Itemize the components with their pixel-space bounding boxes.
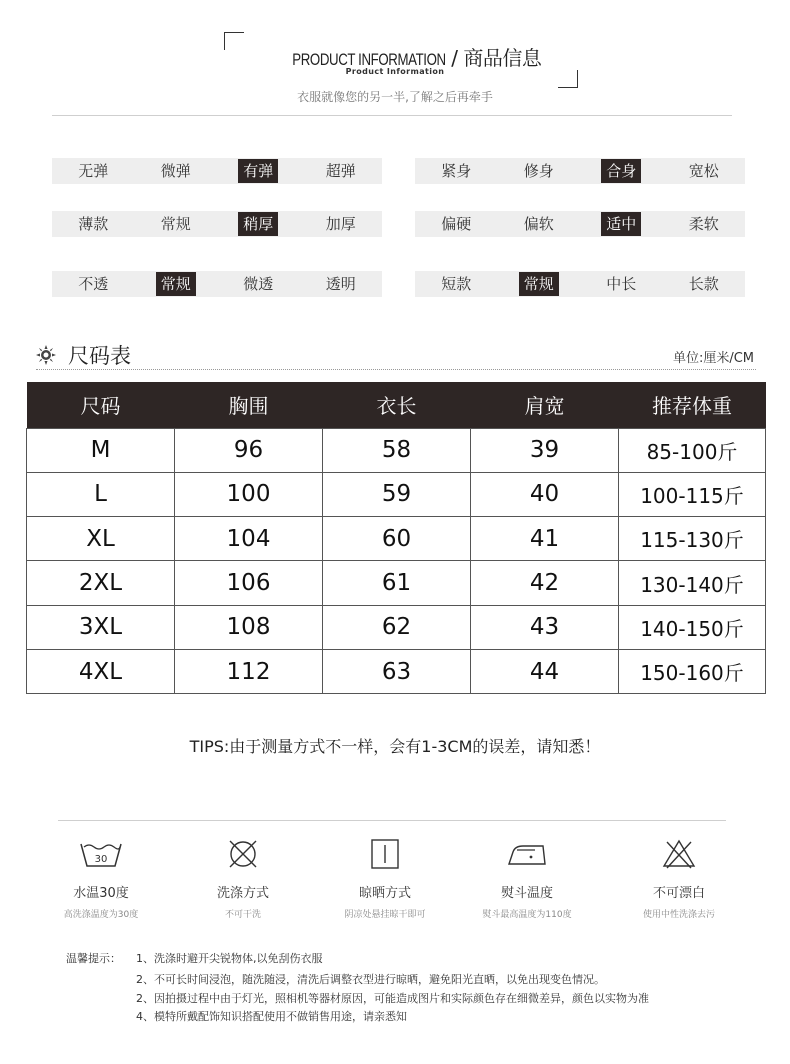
table-cell: 41 (471, 517, 619, 561)
attr-option-selected: 常规 (519, 272, 559, 296)
care-label-wash-temp: 水温30度 (73, 886, 129, 901)
table-row (27, 517, 766, 561)
header-title-en: PRODUCT INFORMATION (291, 50, 446, 69)
attr-row-thickness (52, 211, 382, 237)
table-cell: 58 (323, 428, 471, 472)
attr-row-fit (415, 158, 745, 184)
table-cell: 2XL (27, 561, 175, 605)
care-item-wash-method (168, 838, 318, 920)
table-row (27, 472, 766, 516)
attr-option: 加厚 (325, 215, 356, 233)
table-cell: 130-140斤 (619, 561, 766, 605)
table-cell: XL (27, 517, 175, 561)
size-chart-title-text: 尺码表 (68, 344, 131, 368)
table-cell: 63 (323, 649, 471, 693)
header-chest: 胸围 (175, 382, 323, 428)
table-cell: M (27, 428, 175, 472)
attr-option: 微透 (243, 275, 274, 293)
notes-item-1: 1、洗涤时避开尖锐物体,以免刮伤衣服 (136, 952, 323, 965)
size-chart-title (36, 340, 131, 370)
table-cell: 140-150斤 (619, 605, 766, 649)
care-label-ironing: 熨斗温度 (500, 886, 553, 901)
product-info-header (0, 0, 790, 120)
attr-option: 偏软 (523, 215, 554, 233)
attr-option: 超弹 (325, 162, 356, 180)
notes-lead: 温馨提示： (66, 952, 121, 965)
table-cell: 61 (323, 561, 471, 605)
table-cell: 100 (175, 472, 323, 516)
size-table (26, 382, 766, 694)
care-sub-bleach: 使用中性洗涤去污 (642, 910, 715, 920)
attr-row-transparency (52, 271, 382, 297)
gear-icon (36, 345, 56, 365)
care-sub-drying: 阴凉处悬挂晾干即可 (344, 910, 426, 920)
table-row (27, 649, 766, 693)
attr-option: 修身 (523, 162, 554, 180)
care-sub-wash-method: 不可干洗 (224, 910, 261, 920)
table-cell: 39 (471, 428, 619, 472)
table-cell: 150-160斤 (619, 649, 766, 693)
attr-option-selected: 常规 (156, 272, 196, 296)
attr-option: 宽松 (688, 162, 719, 180)
attr-option: 中长 (606, 275, 637, 293)
header-title-cn: 商品信息 (463, 46, 542, 70)
iron-icon (505, 838, 549, 870)
table-cell: 115-130斤 (619, 517, 766, 561)
table-cell: 4XL (27, 649, 175, 693)
attr-option: 长款 (688, 275, 719, 293)
attr-option-selected: 稍厚 (238, 212, 278, 236)
care-label-wash-method: 洗涤方式 (216, 886, 269, 901)
attr-option: 无弹 (78, 162, 109, 180)
dotted-divider (36, 369, 756, 370)
attr-option: 偏硬 (441, 215, 472, 233)
attr-option-selected: 合身 (601, 159, 641, 183)
table-cell: 60 (323, 517, 471, 561)
table-cell: 104 (175, 517, 323, 561)
wash-temp-text: 30 (94, 854, 108, 865)
header-divider (52, 115, 732, 116)
hang-dry-icon (370, 838, 400, 870)
attr-row-length (415, 271, 745, 297)
header-subtitle: Product Information (345, 67, 445, 76)
table-cell: 96 (175, 428, 323, 472)
table-cell: 108 (175, 605, 323, 649)
table-cell: 42 (471, 561, 619, 605)
care-item-wash-temp (26, 838, 176, 920)
table-cell: 85-100斤 (619, 428, 766, 472)
table-cell: 62 (323, 605, 471, 649)
attr-option-selected: 适中 (601, 212, 641, 236)
table-cell: 3XL (27, 605, 175, 649)
care-sub-ironing: 熨斗最高温度为110度 (482, 910, 572, 920)
table-cell: 43 (471, 605, 619, 649)
attr-option: 薄款 (78, 215, 109, 233)
notes-item-2: 2、不可长时间浸泡，随洗随浸，清洗后调整衣型进行晾晒，避免阳光直晒，以免出现变色情况。 (136, 973, 605, 986)
header-weight: 推荐体重 (619, 382, 766, 428)
unit-label: 单位:厘米/CM (672, 351, 754, 366)
care-label-drying: 晾晒方式 (358, 886, 411, 901)
attr-option-selected: 有弹 (238, 159, 278, 183)
table-cell: 100-115斤 (619, 472, 766, 516)
table-cell: 59 (323, 472, 471, 516)
header-slogan: 衣服就像您的另一半,了解之后再牵手 (297, 90, 493, 104)
attr-option: 短款 (441, 275, 472, 293)
care-item-drying (310, 838, 460, 920)
attr-option: 柔软 (688, 215, 719, 233)
header-title-sep: / (451, 46, 458, 70)
attr-option: 透明 (325, 275, 356, 293)
tips-text: TIPS:由于测量方式不一样，会有1-3CM的误差，请知悉！ (189, 737, 601, 756)
table-row (27, 561, 766, 605)
table-cell: 106 (175, 561, 323, 605)
attr-option: 紧身 (441, 162, 472, 180)
table-cell: 112 (175, 649, 323, 693)
table-cell: L (27, 472, 175, 516)
attr-option: 微弹 (160, 162, 191, 180)
table-cell: 40 (471, 472, 619, 516)
no-wash-icon (226, 838, 260, 870)
care-item-ironing (452, 838, 602, 920)
notes-item-4: 4、模特所戴配饰知识搭配使用不做销售用途，请亲悉知 (136, 1010, 407, 1023)
care-sub-wash-temp: 高洗涤温度为30度 (63, 910, 139, 920)
header-shoulder: 肩宽 (471, 382, 619, 428)
attr-row-elasticity (52, 158, 382, 184)
table-cell: 44 (471, 649, 619, 693)
attr-row-softness (415, 211, 745, 237)
care-divider (58, 820, 726, 821)
attr-option: 不透 (78, 275, 109, 293)
no-bleach-icon (661, 838, 697, 870)
care-label-bleach: 不可漂白 (652, 886, 705, 901)
header-length: 衣长 (323, 382, 471, 428)
attr-option: 常规 (160, 215, 191, 233)
table-row (27, 605, 766, 649)
size-table-header-row (27, 382, 766, 428)
wash-30-icon (78, 838, 124, 870)
table-row (27, 428, 766, 472)
notes-item-3: 2、因拍摄过程中由于灯光，照相机等器材原因，可能造成图片和实际颜色存在细微差异，颜色以实物为准 (136, 992, 649, 1005)
care-item-bleach (604, 838, 754, 920)
header-size: 尺码 (27, 382, 175, 428)
